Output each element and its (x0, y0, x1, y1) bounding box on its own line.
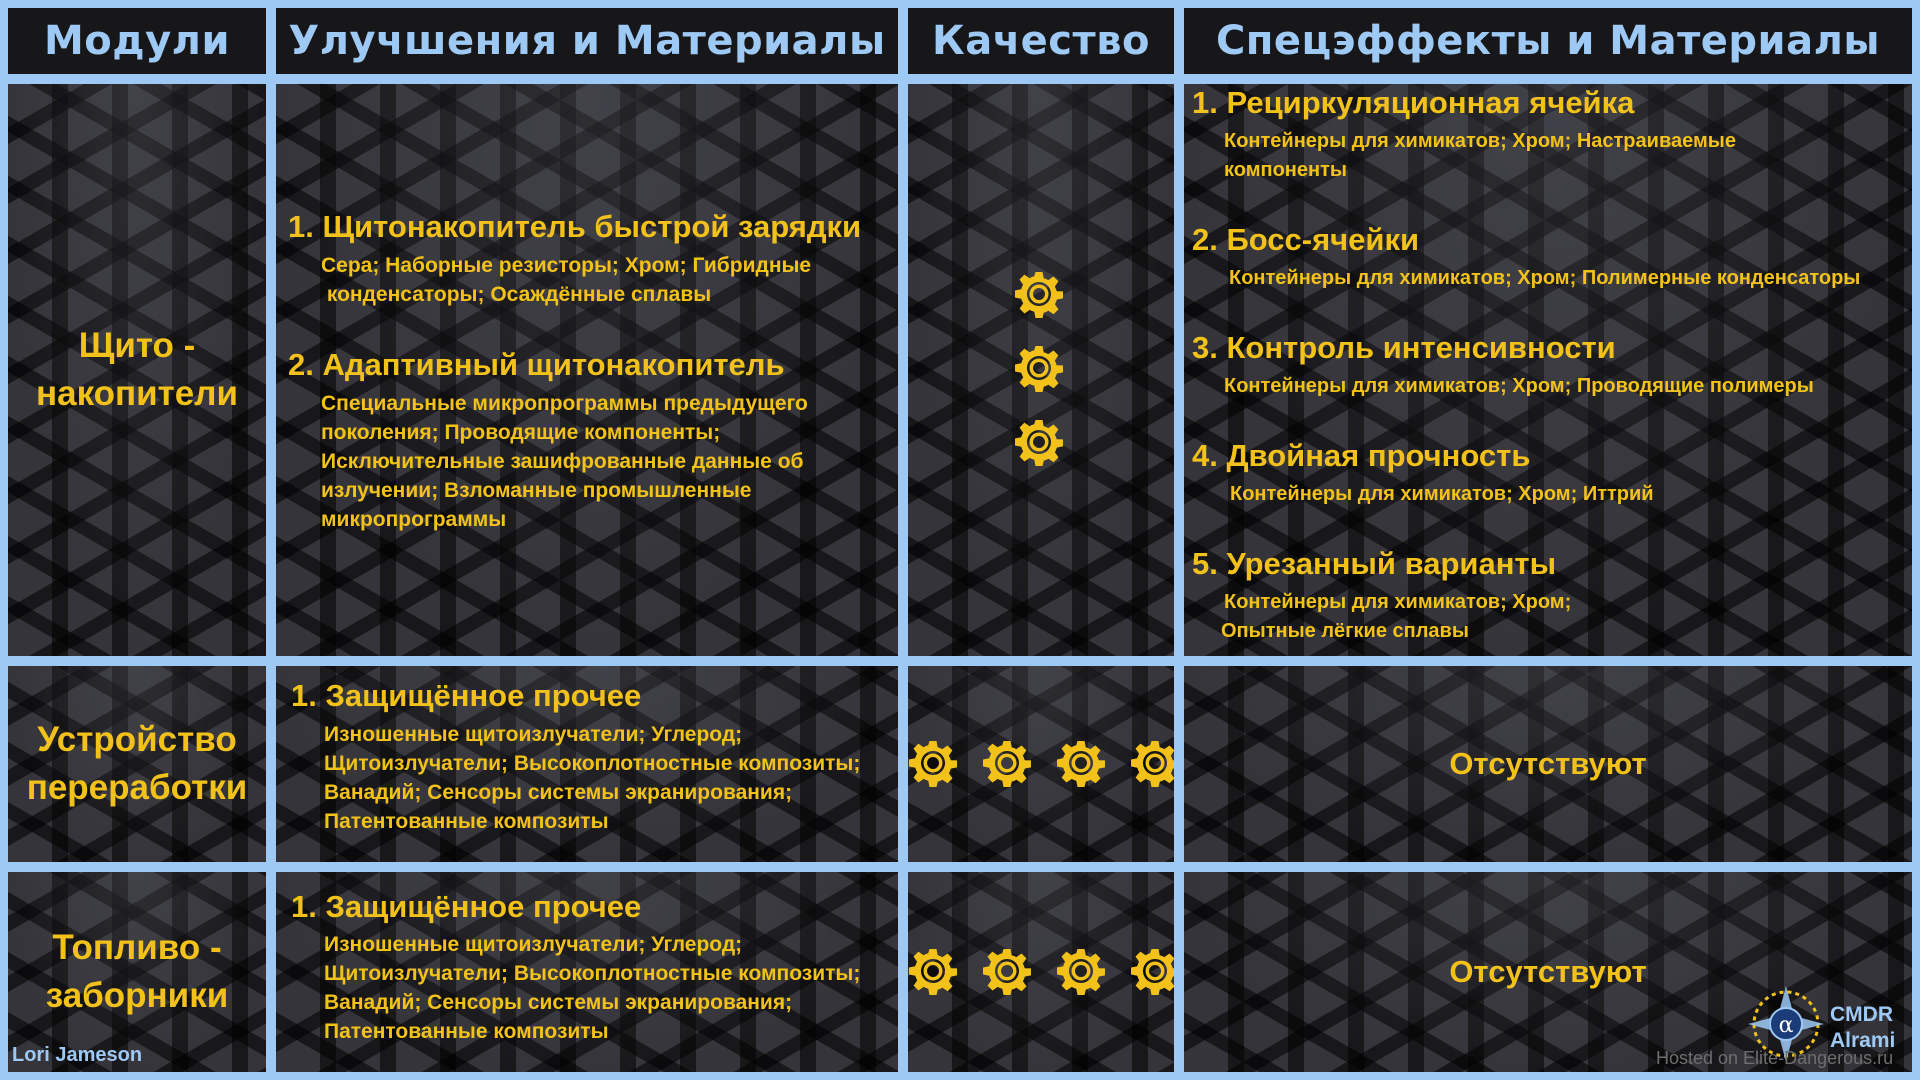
upgrade-materials (321, 389, 808, 534)
materials-line: поколения; Проводящие компоненты; (321, 421, 721, 444)
header-quality (908, 8, 1174, 74)
logo-symbol: α (1778, 1013, 1794, 1038)
effect-title: 1. Рециркуляционная ячейка (1192, 85, 1635, 120)
upgrades-cell-refinery (276, 666, 898, 862)
materials-line: конденсаторы; Осаждённые сплавы (321, 283, 712, 306)
header-upgrades (276, 8, 898, 74)
effects-cell-shield-cells (1184, 84, 1912, 656)
upgrade-title: 1. Защищённое прочее (291, 678, 642, 713)
effects-absent-label: Отсутствуют (1449, 954, 1647, 989)
module-cell-shield-cells (8, 84, 266, 656)
gear-icon (1014, 269, 1064, 319)
gear-icon (982, 946, 1032, 996)
gear-icon (908, 946, 958, 996)
upgrades-cell-fuel-scoops (276, 872, 898, 1072)
quality-cell-shield-cells (908, 84, 1174, 656)
materials-line: Контейнеры для химикатов; Хром; Настраиваемые (1224, 130, 1736, 152)
module-cell-refinery (8, 666, 266, 862)
header-upgrades-label: Улучшения и Материалы (288, 18, 886, 64)
quality-cell-refinery (908, 666, 1174, 862)
author-credit: Lori Jameson (12, 1044, 143, 1066)
header-modules (8, 8, 266, 74)
materials-line: компоненты (1224, 159, 1347, 181)
materials-line: Опытные лёгкие сплавы (1221, 620, 1469, 642)
materials-line: Изношенные щитоизлучатели; Углерод; (324, 723, 743, 746)
module-label: Щито - накопители (35, 326, 239, 413)
effect-materials (1230, 480, 1654, 509)
effect-materials (1229, 264, 1860, 293)
effect-title: 3. Контроль интенсивности (1192, 330, 1616, 365)
upgrade-materials (321, 251, 811, 309)
materials-line: Сера; Наборные резисторы; Хром; Гибридные (321, 254, 812, 277)
gear-icon (982, 738, 1032, 788)
gear-icon (1056, 738, 1106, 788)
logo-line: Alrami (1830, 1029, 1896, 1052)
header-modules-label: Модули (44, 18, 230, 64)
gear-icon (908, 738, 958, 788)
materials-line: Изношенные щитоизлучатели; Углерод; (324, 933, 743, 956)
upgrade-materials (324, 720, 860, 836)
materials-line: Контейнеры для химикатов; Хром; Иттрий (1230, 483, 1654, 505)
hosted-watermark: Hosted on Elite-Dangerous.ru (1656, 1048, 1894, 1068)
effect-title: 2. Босс-ячейки (1192, 222, 1420, 257)
materials-line: Исключительные зашифрованные данные об (321, 450, 804, 473)
upgrade-title: 1. Защищённое прочее (291, 889, 642, 924)
materials-line: Патентованные композиты (324, 810, 609, 833)
header-effects-label: Спецэффекты и Материалы (1215, 18, 1881, 64)
effect-materials (1224, 372, 1814, 401)
upgrade-title: 2. Адаптивный щитонакопитель (288, 347, 785, 382)
materials-line: Контейнеры для химикатов; Хром; Проводящие полимеры (1224, 375, 1814, 397)
effects-cell-refinery (1184, 666, 1912, 862)
quality-cell-fuel-scoops (908, 872, 1174, 1072)
gear-icon (1014, 343, 1064, 393)
gear-icon (1130, 946, 1174, 996)
effects-absent-label: Отсутствуют (1449, 746, 1647, 781)
gear-icon (1014, 417, 1064, 467)
gear-icon (1056, 946, 1106, 996)
materials-line: Щитоизлучатели; Высокоплотностные композиты; (324, 752, 861, 775)
materials-line: Патентованные композиты (324, 1020, 609, 1043)
header-effects (1184, 8, 1912, 74)
materials-line: Щитоизлучатели; Высокоплотностные композиты; (324, 962, 861, 985)
materials-line: Ванадий; Сенсоры системы экранирования; (324, 781, 793, 804)
gear-icon (1130, 738, 1174, 788)
materials-line: микропрограммы (321, 508, 507, 531)
module-label: Топливо - заборники (45, 928, 229, 1015)
materials-line: Ванадий; Сенсоры системы экранирования; (324, 991, 793, 1014)
upgrade-materials (324, 930, 860, 1046)
logo-line: CMDR (1830, 1003, 1893, 1026)
module-label: Устройство переработки (26, 720, 248, 807)
materials-line: Контейнеры для химикатов; Хром; Полимерные конденсаторы (1229, 267, 1861, 289)
materials-line: Специальные микропрограммы предыдущего (321, 392, 808, 415)
effect-title: 5. Урезанный варианты (1192, 546, 1557, 581)
module-cell-fuel-scoops (8, 872, 266, 1072)
upgrades-cell-shield-cells (276, 84, 898, 656)
materials-line: излучении; Взломанные промышленные (321, 479, 752, 502)
upgrade-title: 1. Щитонакопитель быстрой зарядки (288, 209, 862, 244)
logo-text (1830, 1002, 1895, 1054)
header-quality-label: Качество (932, 18, 1150, 64)
materials-line: Контейнеры для химикатов; Хром; (1224, 591, 1572, 613)
effect-title: 4. Двойная прочность (1192, 438, 1531, 473)
effect-materials (1224, 127, 1736, 185)
effect-materials (1221, 588, 1572, 646)
